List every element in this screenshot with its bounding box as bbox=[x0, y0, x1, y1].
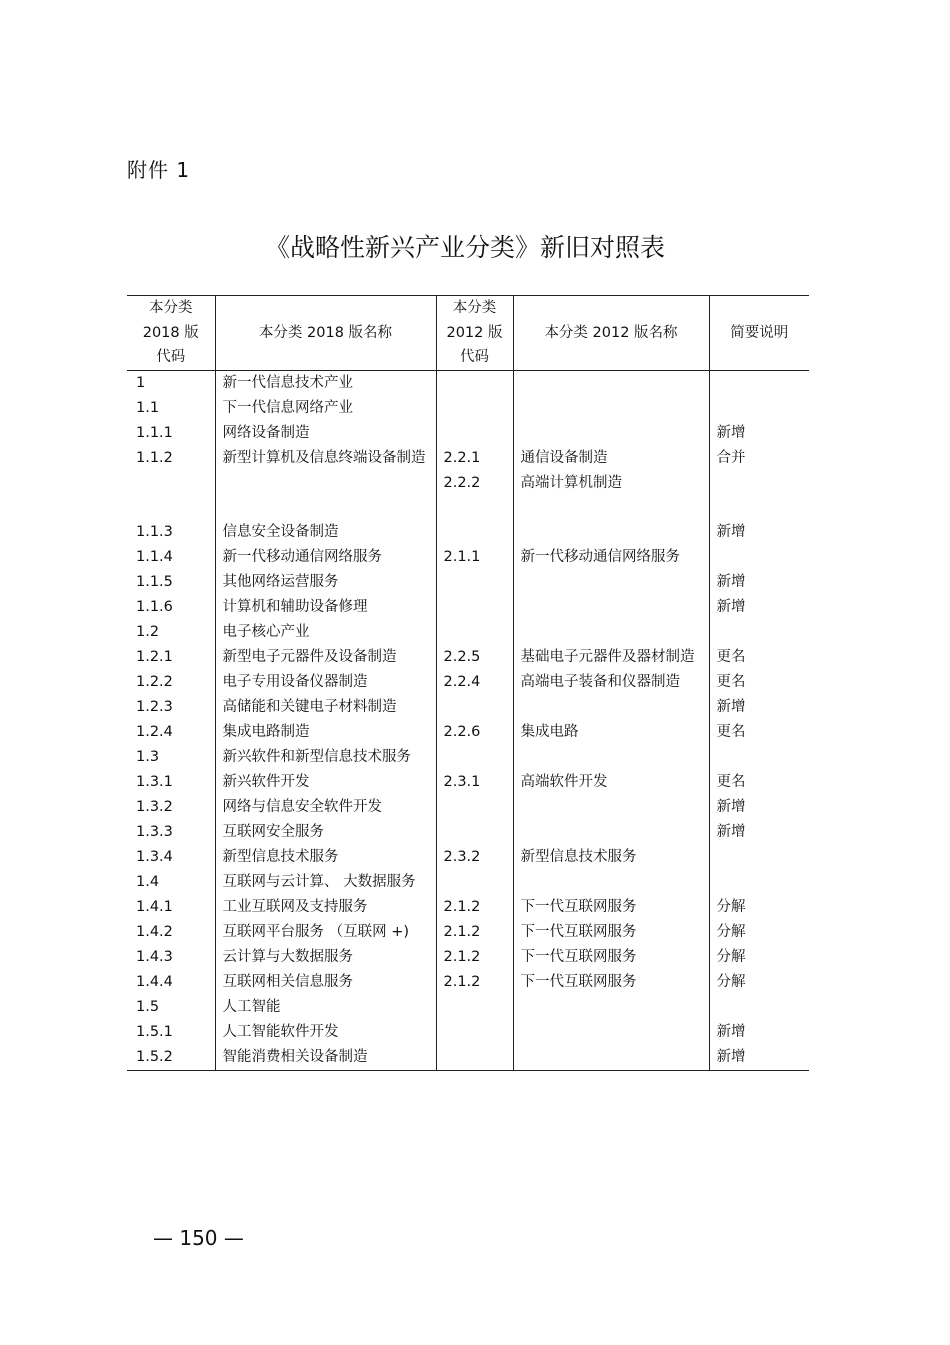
cell-code-2018: 1.3.3 bbox=[136, 824, 173, 840]
table-row bbox=[127, 570, 809, 595]
cell-code-2018: 1.1.6 bbox=[136, 599, 173, 615]
cell-note: 分解 bbox=[709, 945, 809, 970]
cell-name-2012 bbox=[513, 371, 709, 397]
document-title: 《战略性新兴产业分类》新旧对照表 bbox=[264, 233, 665, 262]
cell-name-2018: 新型信息技术服务 bbox=[215, 845, 436, 870]
cell-code-2018: 1.5.2 bbox=[127, 1045, 215, 1071]
cell-name-2012: 通信设备制造 高端计算机制造 bbox=[513, 446, 709, 520]
table-row bbox=[127, 795, 809, 820]
cell-name-2012: 下一代互联网服务 bbox=[513, 895, 709, 920]
cell-note: 新增 bbox=[709, 520, 809, 545]
cell-code-2012 bbox=[436, 421, 513, 446]
cell-code-2012: 2.1.1 bbox=[436, 545, 513, 570]
cell-code-2012 bbox=[436, 820, 513, 845]
cell-name-2018: 集成电路制造 bbox=[215, 720, 436, 745]
cell-name-2018: 电子核心产业 bbox=[215, 620, 436, 645]
table-row bbox=[127, 446, 809, 520]
cell-name-2012: 基础电子元器件及器材制造 bbox=[513, 645, 709, 670]
header-name-2012: 本分类 2012 版名称 bbox=[513, 296, 709, 371]
cell-code-2018: 1.3.2 bbox=[136, 799, 173, 815]
cell-code-2012: 2.2.5 bbox=[436, 645, 513, 670]
cell-note: 新增 bbox=[709, 795, 809, 820]
cell-note bbox=[709, 620, 809, 645]
cell-name-2012 bbox=[513, 595, 709, 620]
table-row bbox=[127, 421, 809, 446]
cell-note bbox=[709, 371, 809, 397]
cell-code-2018: 1.4 bbox=[136, 874, 160, 890]
cell-code-2012 bbox=[436, 371, 513, 397]
cell-code-2012: 2.1.2 bbox=[436, 920, 513, 945]
cell-name-2018: 电子专用设备仪器制造 bbox=[215, 670, 436, 695]
cell-code-2012 bbox=[436, 396, 513, 421]
header-code-2012-line1: 本分类 bbox=[452, 300, 497, 317]
cell-name-2018: 下一代信息网络产业 bbox=[215, 396, 436, 421]
cell-code-2012 bbox=[436, 1020, 513, 1045]
cell-note: 新增 bbox=[709, 570, 809, 595]
cell-name-2012: 下一代互联网服务 bbox=[513, 920, 709, 945]
header-note: 简要说明 bbox=[709, 296, 809, 371]
table-row bbox=[127, 1045, 809, 1071]
cell-code-2012: 2.1.2 bbox=[436, 895, 513, 920]
cell-name-2012 bbox=[513, 396, 709, 421]
cell-code-2018: 1.2.3 bbox=[136, 699, 173, 715]
cell-name-2018: 新一代信息技术产业 bbox=[215, 371, 436, 397]
cell-note: 新增 bbox=[709, 421, 809, 446]
header-code-2012-line2: 2012 版 bbox=[446, 324, 503, 341]
table-row bbox=[127, 820, 809, 845]
cell-name-2012: 下一代互联网服务 bbox=[513, 970, 709, 995]
table-row bbox=[127, 945, 809, 970]
cell-name-2018: 人工智能软件开发 bbox=[215, 1020, 436, 1045]
cell-name-2018: 新一代移动通信网络服务 bbox=[215, 545, 436, 570]
cell-name-2012 bbox=[513, 795, 709, 820]
cell-name-2012: 高端电子装备和仪器制造 bbox=[513, 670, 709, 695]
cell-name-2018: 新兴软件开发 bbox=[215, 770, 436, 795]
cell-code-2018: 1.4.1 bbox=[136, 899, 173, 915]
cell-note: 分解 bbox=[709, 920, 809, 945]
table-row bbox=[127, 770, 809, 795]
cell-name-2018: 新兴软件和新型信息技术服务 bbox=[215, 745, 436, 770]
cell-name-2012 bbox=[513, 570, 709, 595]
cell-name-2012: 集成电路 bbox=[513, 720, 709, 745]
cell-name-2012: 高端软件开发 bbox=[513, 770, 709, 795]
cell-name-2018: 智能消费相关设备制造 bbox=[215, 1045, 436, 1071]
cell-code-2018: 1.1.2 bbox=[136, 450, 173, 466]
cell-code-2018: 1.1 bbox=[136, 400, 160, 416]
table-row bbox=[127, 595, 809, 620]
cell-code-2012: 2.1.2 bbox=[436, 970, 513, 995]
cell-code-2018: 1.1.3 bbox=[136, 524, 173, 540]
cell-note bbox=[709, 545, 809, 570]
cell-name-2018: 互联网安全服务 bbox=[215, 820, 436, 845]
table-row bbox=[127, 970, 809, 995]
cell-name-2012: 下一代互联网服务 bbox=[513, 945, 709, 970]
cell-code-2018: 1.1.5 bbox=[136, 574, 173, 590]
cell-name-2012 bbox=[513, 620, 709, 645]
header-code-2018-line3: 代码 bbox=[156, 349, 186, 366]
cell-code-2018: 1.3.4 bbox=[136, 849, 173, 865]
cell-note: 更名 bbox=[709, 770, 809, 795]
cell-code-2012 bbox=[436, 745, 513, 770]
cell-name-2012 bbox=[513, 1020, 709, 1045]
cell-name-2012 bbox=[513, 870, 709, 895]
cell-name-2012 bbox=[513, 520, 709, 545]
cell-code-2012 bbox=[436, 620, 513, 645]
cell-note bbox=[709, 396, 809, 421]
cell-code-2012 bbox=[436, 570, 513, 595]
cell-name-2012 bbox=[513, 421, 709, 446]
cell-note: 新增 bbox=[709, 1020, 809, 1045]
cell-note: 新增 bbox=[709, 820, 809, 845]
cell-name-2012 bbox=[513, 745, 709, 770]
cell-name-2012 bbox=[513, 1045, 709, 1071]
cell-code-2012 bbox=[436, 520, 513, 545]
table-row bbox=[127, 720, 809, 745]
cell-name-2018: 新型电子元器件及设备制造 bbox=[215, 645, 436, 670]
table-row bbox=[127, 845, 809, 870]
cell-note: 新增 bbox=[709, 695, 809, 720]
cell-name-2018: 互联网相关信息服务 bbox=[215, 970, 436, 995]
cell-code-2018: 1.4.3 bbox=[136, 949, 173, 965]
cell-code-2012: 2.3.2 bbox=[436, 845, 513, 870]
table-row bbox=[127, 995, 809, 1020]
cell-note: 新增 bbox=[709, 595, 809, 620]
cell-code-2012: 2.2.6 bbox=[436, 720, 513, 745]
cell-code-2018: 1.2.1 bbox=[136, 649, 173, 665]
table-row bbox=[127, 545, 809, 570]
table-row bbox=[127, 870, 809, 895]
cell-note: 更名 bbox=[709, 720, 809, 745]
cell-code-2018: 1.3 bbox=[136, 749, 160, 765]
cell-name-2018: 信息安全设备制造 bbox=[215, 520, 436, 545]
table-body bbox=[127, 371, 809, 1071]
table-header-row bbox=[127, 296, 809, 371]
cell-name-2012 bbox=[513, 820, 709, 845]
cell-code-2018: 1.2.2 bbox=[136, 674, 173, 690]
comparison-table bbox=[127, 295, 809, 1071]
cell-code-2018: 1.2 bbox=[136, 624, 160, 640]
table-row bbox=[127, 1020, 809, 1045]
table-row bbox=[127, 745, 809, 770]
header-code-2018-line1: 本分类 bbox=[149, 300, 193, 317]
table-row bbox=[127, 670, 809, 695]
cell-code-2018: 1.4.4 bbox=[136, 974, 173, 990]
cell-code-2018: 1.5.1 bbox=[136, 1024, 173, 1040]
cell-note: 新增 bbox=[709, 1045, 809, 1071]
cell-name-2012 bbox=[513, 995, 709, 1020]
table-row bbox=[127, 695, 809, 720]
cell-code-2012 bbox=[436, 795, 513, 820]
header-code-2012-line3: 代码 bbox=[460, 349, 489, 366]
header-code-2018-line2: 2018 版 bbox=[142, 324, 199, 341]
table-row bbox=[127, 920, 809, 945]
header-code-2012 bbox=[436, 296, 513, 371]
cell-code-2018: 1.4.2 bbox=[136, 924, 173, 940]
table-row bbox=[127, 645, 809, 670]
cell-name-2018: 新型计算机及信息终端设备制造 bbox=[215, 446, 436, 520]
table-row bbox=[127, 520, 809, 545]
table-row bbox=[127, 895, 809, 920]
cell-note: 分解 bbox=[709, 970, 809, 995]
cell-code-2018: 1.5 bbox=[136, 999, 160, 1015]
cell-name-2012 bbox=[513, 695, 709, 720]
cell-code-2012 bbox=[436, 1045, 513, 1071]
cell-code-2012: 2.2.1 2.2.2 bbox=[436, 446, 513, 520]
page-number: — 150 — bbox=[153, 1226, 244, 1250]
cell-code-2012 bbox=[436, 995, 513, 1020]
cell-code-2018: 1.1.1 bbox=[136, 425, 173, 441]
cell-note: 分解 bbox=[709, 895, 809, 920]
header-code-2018 bbox=[127, 296, 215, 371]
cell-note bbox=[709, 995, 809, 1020]
cell-name-2018: 人工智能 bbox=[215, 995, 436, 1020]
cell-name-2012: 新型信息技术服务 bbox=[513, 845, 709, 870]
cell-note bbox=[709, 870, 809, 895]
cell-code-2012: 2.3.1 bbox=[436, 770, 513, 795]
cell-note: 更名 bbox=[709, 645, 809, 670]
cell-code-2012: 2.1.2 bbox=[436, 945, 513, 970]
cell-note: 合并 bbox=[709, 446, 809, 520]
cell-name-2018: 工业互联网及支持服务 bbox=[215, 895, 436, 920]
cell-note: 更名 bbox=[709, 670, 809, 695]
table-row bbox=[127, 396, 809, 421]
cell-code-2018: 1 bbox=[136, 375, 146, 391]
cell-code-2012: 2.2.4 bbox=[436, 670, 513, 695]
table-row bbox=[127, 620, 809, 645]
cell-name-2018: 互联网平台服务 （互联网 +) bbox=[215, 920, 436, 945]
cell-note bbox=[709, 845, 809, 870]
cell-code-2012 bbox=[436, 870, 513, 895]
cell-code-2018: 1.2.4 bbox=[136, 724, 173, 740]
cell-name-2018: 网络设备制造 bbox=[215, 421, 436, 446]
cell-name-2018: 高储能和关键电子材料制造 bbox=[215, 695, 436, 720]
attachment-label: 附件 1 bbox=[127, 158, 191, 182]
cell-name-2018: 云计算与大数据服务 bbox=[215, 945, 436, 970]
cell-name-2018: 网络与信息安全软件开发 bbox=[215, 795, 436, 820]
cell-name-2018: 其他网络运营服务 bbox=[215, 570, 436, 595]
cell-code-2018: 1.3.1 bbox=[136, 774, 173, 790]
cell-code-2012 bbox=[436, 595, 513, 620]
cell-name-2018: 计算机和辅助设备修理 bbox=[215, 595, 436, 620]
table-row bbox=[127, 371, 809, 397]
cell-code-2012 bbox=[436, 695, 513, 720]
cell-name-2018: 互联网与云计算、 大数据服务 bbox=[215, 870, 436, 895]
cell-name-2012: 新一代移动通信网络服务 bbox=[513, 545, 709, 570]
header-name-2018: 本分类 2018 版名称 bbox=[215, 296, 436, 371]
cell-note bbox=[709, 745, 809, 770]
cell-code-2018: 1.1.4 bbox=[136, 549, 173, 565]
